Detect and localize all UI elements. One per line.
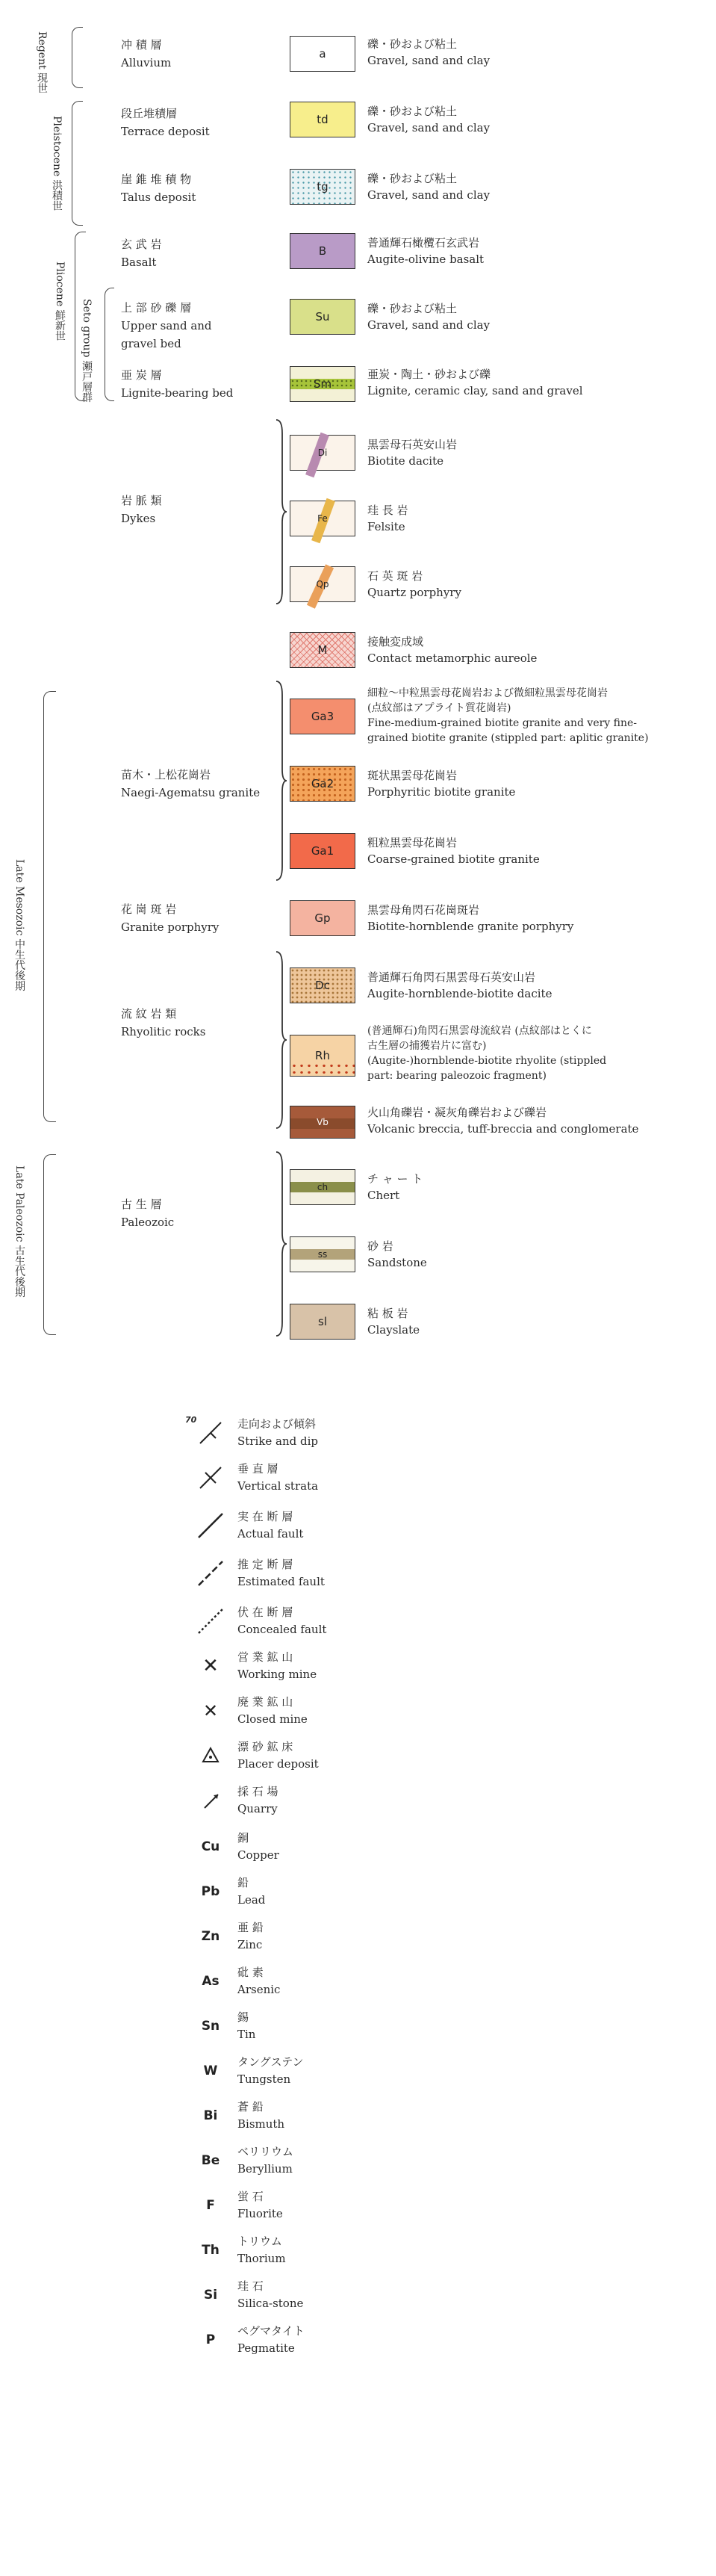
symbol-label-pegmatite: ペグマタイト Pegmatite (237, 2324, 305, 2355)
symbol-label-zinc: 亜 鉛 Zinc (237, 1921, 264, 1951)
paleozoic-brace (275, 1151, 287, 1337)
symbol-label-actual-fault: 実 在 断 層 Actual fault (237, 1510, 304, 1541)
symbol-label-arsenic: 砒 素 Arsenic (237, 1966, 281, 1996)
tin-symbol: Sn (201, 2019, 220, 2034)
rock-group-dykes: 岩 脈 類 Dykes (121, 494, 162, 525)
rock-group-talus: 崖 錐 堆 積 物 Talus deposit (121, 173, 196, 204)
swatch-Su: Su (290, 299, 355, 335)
estimated-fault-icon (196, 1558, 225, 1588)
granite-brace (275, 680, 287, 882)
unit-desc-Sm: 亜炭・陶土・砂および礫 Lignite, ceramic clay, sand and gravel (367, 368, 583, 397)
era-label-seto-group: Seto group 瀬戸層群 (81, 299, 93, 403)
rock-group-rhyolitic: 流 紋 岩 類 Rhyolitic rocks (121, 1007, 206, 1038)
unit-desc-tg: 礫・砂および粘土 Gravel, sand and clay (367, 172, 491, 202)
era-bracket-late-mesozoic (43, 691, 56, 1122)
arsenic-symbol: As (202, 1974, 220, 1989)
copper-symbol: Cu (201, 1839, 220, 1854)
symbol-label-working-mine: 営 業 鉱 山 Working mine (237, 1650, 317, 1681)
strike-dip-value: 70 (185, 1415, 197, 1425)
swatch-Dc: Dc (290, 967, 355, 1003)
quarry-icon (196, 1786, 225, 1815)
swatch-Qp: Qp (290, 566, 355, 602)
symbol-label-fluorite: 蛍 石 Fluorite (237, 2190, 283, 2220)
unit-desc-Fe: 珪 長 岩 Felsite (367, 504, 408, 533)
unit-desc-Di: 黒雲母石英安山岩 Biotite dacite (367, 438, 458, 468)
swatch-td: td (290, 102, 355, 137)
symbol-label-copper: 銅 Copper (237, 1831, 279, 1862)
era-label-late-mesozoic: Late Mesozoic 中生代後期 (13, 859, 25, 991)
concealed-fault-icon (196, 1606, 225, 1636)
symbol-label-bismuth: 蒼 鉛 Bismuth (237, 2100, 285, 2131)
placer-deposit-icon (196, 1741, 225, 1771)
symbol-label-beryllium: ベリリウム Beryllium (237, 2145, 293, 2176)
tungsten-symbol: W (203, 2063, 218, 2078)
pegmatite-symbol: P (205, 2332, 216, 2347)
unit-desc-Vb: 火山角礫岩・凝灰角礫岩および礫岩 Volcanic breccia, tuff-breccia and conglomerate (367, 1106, 639, 1136)
unit-desc-Ga3: 細粒〜中粒黒雲母花崗岩および微細粒黒雲母花崗岩 (点紋部はアプライト質花崗岩) Fine-medium-grained biotite granite and very fine- grained biotite granite (stippled part: aplitic granite) (367, 687, 649, 744)
rock-group-terrace: 段丘堆積層 Terrace deposit (121, 107, 210, 138)
symbol-label-quarry: 採 石 場 Quarry (237, 1785, 278, 1815)
swatch-B: B (290, 233, 355, 269)
zinc-symbol: Zn (201, 1929, 220, 1944)
swatch-a: a (290, 36, 355, 72)
era-label-pliocene: Pliocene 鮮新世 (54, 261, 66, 341)
rhyolitic-brace (275, 950, 287, 1130)
rock-group-lignite: 亜 炭 層 Lignite-bearing bed (121, 368, 234, 400)
unit-desc-Rh: (普通輝石)角閃石黒雲母流紋岩 (点紋部はとくに 古生層の捕獲岩片に富む) (Augite-)hornblende-biotite rhyolite (stippled part: bearing paleozoic fragment) (367, 1025, 607, 1082)
swatch-Sm: Sm (290, 366, 355, 402)
unit-desc-B: 普通輝石橄欖石玄武岩 Augite-olivine basalt (367, 236, 485, 266)
swatch-Ga2: Ga2 (290, 766, 355, 802)
unit-desc-Gp: 黒雲母角閃石花崗斑岩 Biotite-hornblende granite porphyry (367, 903, 574, 933)
unit-desc-Ga2: 斑状黒雲母花崗岩 Porphyritic biotite granite (367, 769, 516, 799)
unit-desc-Qp: 石 英 斑 岩 Quartz porphyry (367, 569, 461, 599)
symbol-label-tin: 錫 Tin (237, 2010, 256, 2041)
swatch-Gp: Gp (290, 900, 355, 936)
symbol-label-estimated-fault: 推 定 断 層 Estimated fault (237, 1558, 325, 1588)
unit-desc-Ga1: 粗粒黒雲母花崗岩 Coarse-grained biotite granite (367, 836, 540, 866)
unit-desc-Su: 礫・砂および粘土 Gravel, sand and clay (367, 302, 491, 332)
swatch-Fe: Fe (290, 501, 355, 536)
swatch-tg: tg (290, 169, 355, 205)
rock-group-upper-sand: 上 部 砂 礫 層 Upper sand and gravel bed (121, 301, 212, 350)
symbol-label-tungsten: タングステン Tungsten (237, 2055, 304, 2086)
symbol-label-thorium: トリウム Thorium (237, 2235, 286, 2265)
fluorite-symbol: F (206, 2198, 215, 2213)
bismuth-symbol: Bi (203, 2108, 218, 2123)
swatch-Ga3: Ga3 (290, 699, 355, 734)
unit-desc-a: 礫・砂および粘土 Gravel, sand and clay (367, 37, 491, 67)
era-bracket-regent (72, 27, 83, 88)
beryllium-symbol: Be (201, 2153, 220, 2168)
unit-desc-sl: 粘 板 岩 Clayslate (367, 1307, 420, 1337)
swatch-sl: sl (290, 1304, 355, 1340)
dykes-brace (275, 418, 287, 605)
rock-group-granite-porphyry: 花 崗 斑 岩 Granite porphyry (121, 902, 220, 934)
unit-desc-M: 接触変成域 Contact metamorphic aureole (367, 635, 538, 665)
rock-group-paleozoic: 古 生 層 Paleozoic (121, 1198, 175, 1229)
symbol-label-closed-mine: 廃 業 鉱 山 Closed mine (237, 1695, 308, 1726)
swatch-M: M (290, 632, 355, 668)
silica-stone-symbol: Si (203, 2288, 218, 2303)
era-label-pleistocene: Pleistocene 洪積世 (51, 116, 63, 211)
rock-group-basalt: 玄 武 岩 Basalt (121, 238, 162, 269)
lead-symbol: Pb (201, 1884, 220, 1899)
swatch-Di: Di (290, 435, 355, 471)
actual-fault-icon (196, 1511, 225, 1541)
closed-mine-icon: ✕ (202, 1700, 219, 1721)
thorium-symbol: Th (202, 2243, 220, 2258)
era-bracket-pliocene (75, 232, 86, 401)
swatch-Rh: Rh (290, 1035, 355, 1077)
working-mine-icon: ✕ (202, 1655, 219, 1677)
vertical-strata-icon (196, 1463, 225, 1493)
era-label-late-paleozoic: Late Paleozoic 古生代後期 (13, 1165, 25, 1298)
unit-desc-ch: チ ャ ー ト Chert (367, 1172, 423, 1202)
era-bracket-pleistocene (72, 101, 83, 226)
swatch-ch: ch (290, 1169, 355, 1205)
symbol-label-concealed-fault: 伏 在 断 層 Concealed fault (237, 1606, 327, 1636)
swatch-Vb: Vb (290, 1106, 355, 1139)
symbol-label-placer-deposit: 漂 砂 鉱 床 Placer deposit (237, 1740, 319, 1771)
era-bracket-late-paleozoic (43, 1154, 56, 1335)
symbol-label-lead: 鉛 Lead (237, 1876, 266, 1907)
swatch-Ga1: Ga1 (290, 833, 355, 869)
symbol-label-silica-stone: 珪 石 Silica-stone (237, 2279, 304, 2310)
unit-desc-td: 礫・砂および粘土 Gravel, sand and clay (367, 105, 491, 134)
symbol-label-strike-dip: 走向および傾斜 Strike and dip (237, 1417, 318, 1448)
swatch-ss: ss (290, 1236, 355, 1272)
rock-group-naegi-granite: 苗木・上松花崗岩 Naegi-Agematsu granite (121, 768, 261, 799)
strike-dip-icon (196, 1418, 225, 1448)
rock-group-alluvium: 冲 積 層 Alluvium (121, 38, 172, 69)
symbol-label-vertical-strata: 垂 直 層 Vertical strata (237, 1462, 319, 1493)
era-bracket-seto-group (105, 288, 114, 401)
unit-desc-ss: 砂 岩 Sandstone (367, 1239, 427, 1269)
era-label-regent: Regent 現世 (36, 31, 48, 94)
unit-desc-Dc: 普通輝石角閃石黒雲母石英安山岩 Augite-hornblende-biotite dacite (367, 970, 552, 1000)
